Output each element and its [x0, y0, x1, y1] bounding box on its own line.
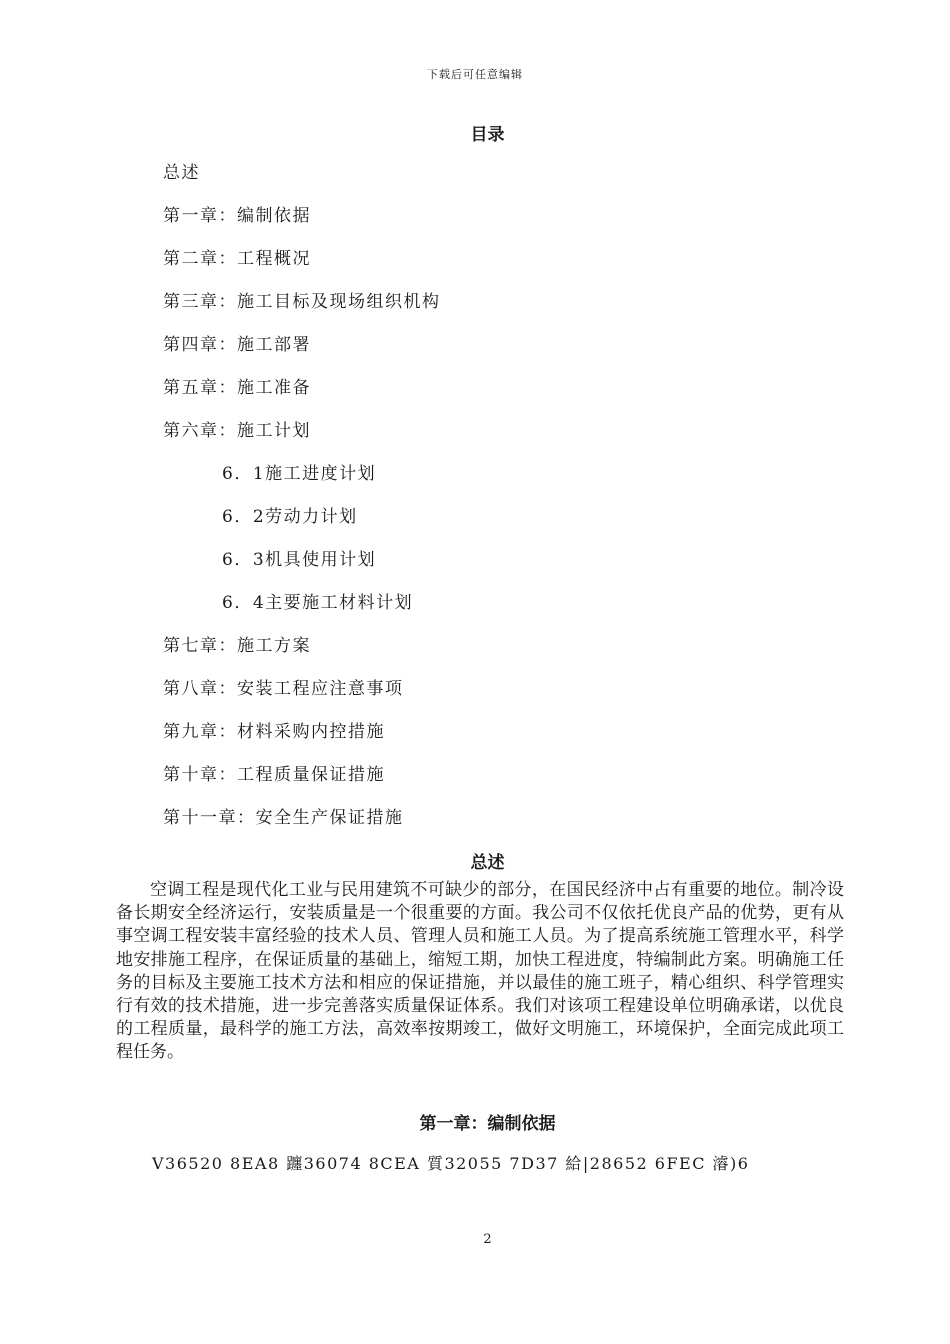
garbled-code-line: V36520 8EA8 躔36074 8CEA 質32055 7D37 給|28652 6FEC 濬)6 — [152, 1154, 750, 1173]
toc-item-6-3: 6．3机具使用计划 — [222, 550, 377, 570]
toc-item-chapter-9: 第九章：材料采购内控措施 — [163, 722, 385, 742]
toc-item-6-1: 6．1施工进度计划 — [222, 464, 377, 484]
toc-item-chapter-8: 第八章：安装工程应注意事项 — [163, 679, 404, 699]
summary-title: 总述 — [470, 853, 505, 873]
toc-item-chapter-10: 第十章：工程质量保证措施 — [163, 765, 385, 785]
toc-item-chapter-6: 第六章：施工计划 — [163, 421, 311, 441]
toc-item-chapter-1: 第一章：编制依据 — [163, 206, 311, 226]
toc-item-chapter-11: 第十一章：安全生产保证措施 — [163, 808, 404, 828]
toc-item-chapter-3: 第三章：施工目标及现场组织机构 — [163, 292, 441, 312]
toc-item-6-4: 6．4主要施工材料计划 — [222, 593, 414, 613]
page-number: 2 — [483, 1232, 492, 1247]
chapter-one-title: 第一章：编制依据 — [419, 1114, 556, 1134]
toc-title: 目录 — [470, 125, 505, 145]
toc-item-chapter-2: 第二章：工程概况 — [163, 249, 311, 269]
toc-item-chapter-4: 第四章：施工部署 — [163, 335, 311, 355]
toc-item-chapter-5: 第五章：施工准备 — [163, 378, 311, 398]
header-note: 下载后可任意编辑 — [427, 68, 523, 81]
summary-paragraph: 空调工程是现代化工业与民用建筑不可缺少的部分，在国民经济中占有重要的地位。制冷设备长期安全经济运行，安装质量是一个很重要的方面。我公司不仅依托优良产品的优势，更有从事空调工程安装丰富经验的技术人员、管理人员和施工人员。为了提高系统施工管理水平，科学地安排施工程序，在保证质量的基础上，缩短工期，加快工程进度，特编制此方案。明确施工任务的目标及主要施工技术方法和相应的保证措施，并以最佳的施工班子，精心组织、科学管理实行有效的技术措施，进一步完善落实质量保证体系。我们对该项工程建设单位明确承诺，以优良的工程质量，最科学的施工方法，高效率按期竣工，做好文明施工，环境保护，全面完成此项工程任务。 — [116, 880, 844, 1063]
toc-item-overview: 总述 — [163, 163, 200, 183]
toc-item-6-2: 6．2劳动力计划 — [222, 507, 358, 527]
table-of-contents — [163, 161, 863, 849]
toc-item-chapter-7: 第七章：施工方案 — [163, 636, 311, 656]
